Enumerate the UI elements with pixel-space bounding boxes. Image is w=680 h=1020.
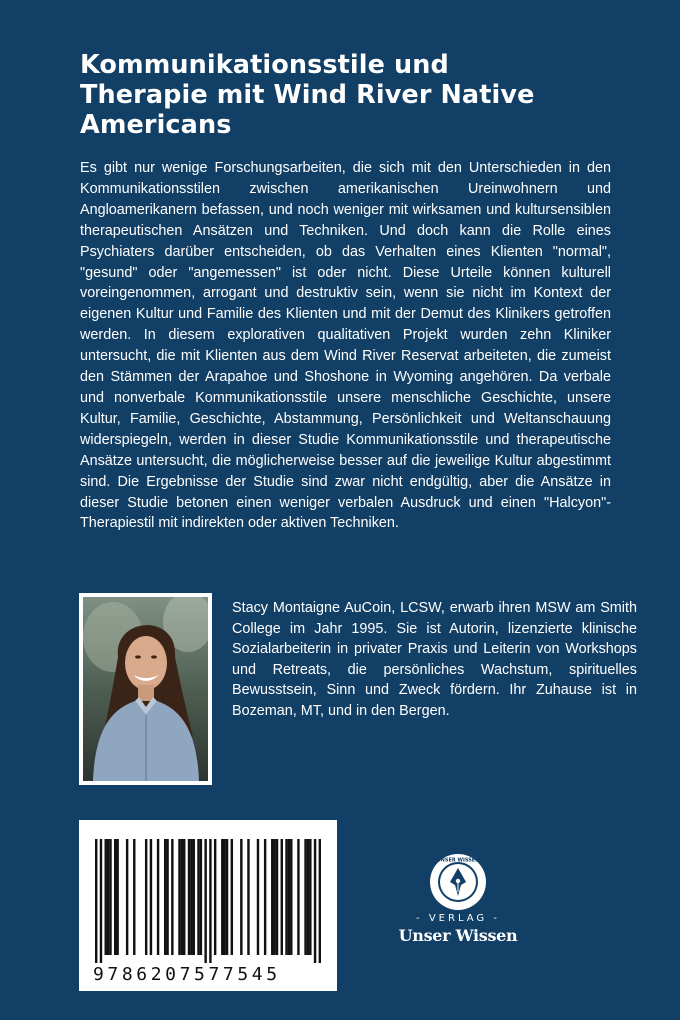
barcode-bar [105,839,107,955]
barcode-bar [247,839,249,955]
barcode-bar [309,839,311,955]
barcode-bar [107,839,109,955]
publisher-logo [398,852,518,952]
barcode-bar [319,839,321,963]
barcode-digits: 9786207577545 [93,964,281,985]
isbn-barcode [79,820,337,991]
barcode-bar [209,839,211,963]
barcode-bar [197,839,199,955]
barcode-bar [281,839,283,955]
publisher-seal-icon [428,852,488,912]
barcode-bar [290,839,292,955]
barcode-bar [223,839,225,955]
barcode-bar [150,839,152,955]
barcode-bar [288,839,290,955]
barcode-bar [193,839,195,955]
barcode-bar [157,839,159,955]
barcode-bar [264,839,266,955]
barcode-bar [304,839,306,955]
barcode-bar [133,839,135,955]
title-line-3: Americans [80,110,232,140]
author-portrait-illustration [83,597,208,781]
barcode-bar [285,839,287,955]
barcode-bar [145,839,147,955]
title-line-2: Therapie mit Wind River Native [80,80,535,110]
barcode-bar [273,839,275,955]
barcode-bar [307,839,309,955]
barcode-bar [166,839,168,955]
barcode-bars [95,839,321,963]
barcode-bar [226,839,228,955]
barcode-bar [257,839,259,955]
barcode-bar [271,839,273,955]
barcode-bar [126,839,128,955]
barcode-bar [114,839,116,955]
barcode-bar [200,839,202,955]
author-photo [79,593,212,785]
barcode-bar [100,839,102,963]
barcode-bar [164,839,166,955]
barcode-bar [116,839,118,955]
barcode-bar [221,839,223,955]
book-title [80,50,640,140]
barcode-bar [276,839,278,955]
barcode-bar [190,839,192,955]
author-photo-image [83,597,208,781]
publisher-name: Unser Wissen [398,926,518,945]
barcode-bar [214,839,216,955]
barcode-bar [95,839,97,963]
barcode-bar [297,839,299,955]
barcode-bar [178,839,180,955]
barcode-bar [188,839,190,955]
barcode-bar [204,839,206,963]
author-bio: Stacy Montaigne AuCoin, LCSW, erwarb ihren MSW am Smith College im Jahr 1995. Sie ist Autorin, lizenzierte klinische Sozialarbeiterin in privater Praxis und Leiterin von Workshops und Retreats, die persönliches Wachstum, spirituelles Bewusstsein, Sinn und Zweck fördern. Ihr Zuhause ist in Bozeman, MT, und in den Bergen. [232,600,637,719]
publisher-verlag-label: - VERLAG - [416,913,500,924]
barcode-bar [240,839,242,955]
title-line-1: Kommunikationsstile und [80,50,449,80]
barcode-bar [171,839,173,955]
barcode-bar [183,839,185,955]
barcode-bar [314,839,316,963]
barcode-bar [231,839,233,955]
barcode-bar [181,839,183,955]
book-blurb: Es gibt nur wenige Forschungsarbeiten, die sich mit den Unterschieden in den Kommunikationsstilen zwischen amerikanischen Ureinwohnern und Angloamerikanern befassen, und noch weniger mit wirksamen und kultursensiblen therapeutischen Ansätzen und Techniken. Und doch kann die Rolle eines Psychiaters darüber entscheiden, ob das Verhalten eines Klienten "normal", "gesund" oder "angemessen" ist oder nicht. Diese Urteile können kulturell voreingenommen, arrogant und destruktiv sein, wenn sie nicht im Kontext der eigenen Kultur und Familie des Klienten und mit der Demut des Klinikers getroffen werden. In diesem explorativen qualitativen Projekt wurden zehn Kliniker untersucht, die mit Klienten aus dem Wind River Reservat arbeiteten, die zumeist den Stämmen der Arapahoe und Shoshone in Wyoming angehören. Da verbale und nonverbale Kommunikationsstile unsere menschliche Geschichte, unsere Kultur, Familie, Geschichte, Abstammung, Persönlichkeit und Weltanschauung widerspiegeln, werden in dieser Studie Kommunikationsstile und therapeutische Ansätze untersucht, die möglicherweise besser auf die jeweilige Kultur abgestimmt sind. Die Ergebnisse der Studie sind zwar nicht endgültig, aber die Ansätze in dieser Studie betonen einen weniger verbalen Ausdruck und einen "Halcyon"-Therapiestil mit indirekten oder aktiven Techniken. [80,160,611,532]
barcode-bar [109,839,111,955]
publisher-seal-text: UNSER WISSEN [436,857,480,864]
